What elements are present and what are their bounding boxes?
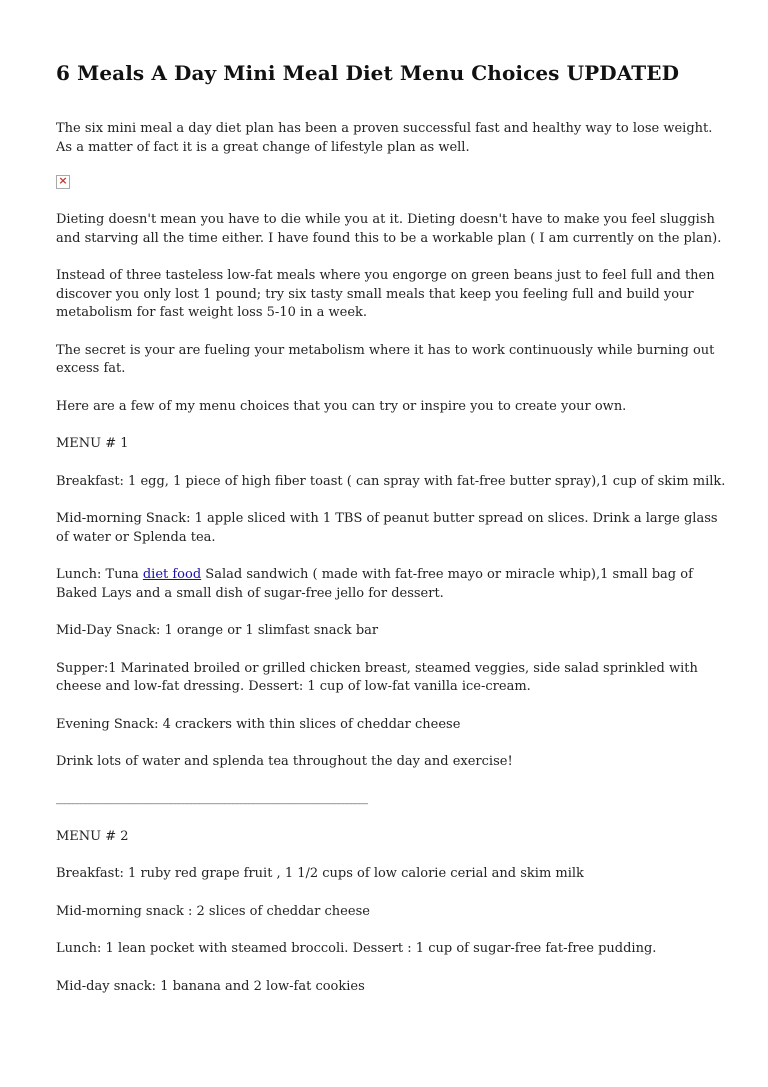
broken-image-icon: × [56, 175, 70, 189]
menu2-mid-day: Mid-day snack: 1 banana and 2 low-fat cookies [56, 978, 365, 994]
menu1-lunch-prefix: Lunch: Tuna [56, 567, 143, 582]
page-title: 6 Meals A Day Mini Meal Diet Menu Choices UPDATED [56, 61, 680, 85]
intro-paragraph: The six mini meal a day diet plan has been a proven successful fast and healthy way to lose weight. As a matter of fact it is a great change of lifestyle plan as well. [56, 121, 713, 155]
menu1-lunch-suffix: Salad sandwich ( made with fat-free mayo or miracle whip),1 small bag of Baked Lays and a small dish of sugar-free jello for dessert. [56, 567, 693, 601]
menu1-evening: Evening Snack: 4 crackers with thin slices of cheddar cheese [56, 716, 461, 732]
document-page [56, 58, 726, 996]
paragraph-secret: The secret is your are fueling your metabolism where it has to work continuously while burning out excess fat. [56, 342, 715, 376]
menu1-heading: MENU # 1 [56, 436, 129, 451]
menu2-lunch: Lunch: 1 lean pocket with steamed broccoli. Dessert : 1 cup of sugar-free fat-free pudding. [56, 941, 657, 956]
menu1-mid-morning: Mid-morning Snack: 1 apple sliced with 1 TBS of peanut butter spread on slices. Drink a large glass of water or Splenda tea. [56, 511, 718, 545]
menu1-mid-day: Mid-Day Snack: 1 orange or 1 slimfast snack bar [56, 623, 379, 638]
paragraph-menu-intro: Here are a few of my menu choices that you can try or inspire you to create your own. [56, 398, 627, 414]
divider-line: ____________________________________________________________________________ [56, 794, 368, 805]
menu1-supper: Supper:1 Marinated broiled or grilled chicken breast, steamed veggies, side salad sprinkled with cheese and low-fat dressing. Dessert: 1 cup of low-fat vanilla ice-cream. [56, 660, 698, 694]
menu1-closing: Drink lots of water and splenda tea throughout the day and exercise! [56, 754, 513, 769]
menu2-mid-morning: Mid-morning snack : 2 slices of cheddar cheese [56, 903, 370, 919]
paragraph-dieting: Dieting doesn't mean you have to die while you at it. Dieting doesn't have to make you feel sluggish and starving all the time either. I have found this to be a workable plan ( I am currently on the plan). [56, 212, 722, 246]
menu2-heading: MENU # 2 [56, 828, 129, 844]
menu2-breakfast: Breakfast: 1 ruby red grape fruit , 1 1/2 cups of low calorie cerial and skim milk [56, 866, 584, 881]
paragraph-instead: Instead of three tasteless low-fat meals where you engorge on green beans just to feel full and then discover you only lost 1 pound; try six tasty small meals that keep you feeling full and build your metabolism for fast weight loss 5-10 in a week. [56, 268, 715, 320]
menu1-lunch [56, 566, 726, 603]
menu1-breakfast: Breakfast: 1 egg, 1 piece of high fiber toast ( can spray with fat-free butter spray),1 cup of skim milk. [56, 473, 726, 489]
diet-food-link[interactable]: diet food [142, 567, 202, 582]
